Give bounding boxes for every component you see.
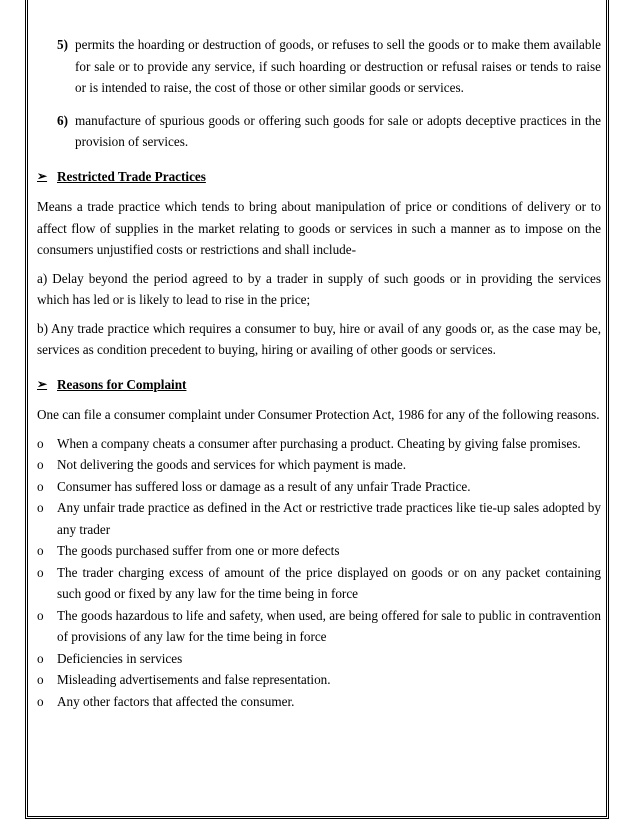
restricted-item-b: b) Any trade practice which requires a consumer to buy, hire or avail of any goods or, as the case may be, services as condition precedent to buying, hiring or availing of other goods or services. [37, 320, 601, 357]
list-item-text: The trader charging excess of amount of the price displayed on goods or on any packet containing such good or fixed by any law for the time being in force [57, 564, 601, 601]
circle-bullet-icon: o [37, 478, 44, 494]
arrow-bullet-icon: ➢ [37, 376, 48, 391]
list-item [37, 433, 601, 455]
list-item-text: Deficiencies in services [57, 650, 183, 666]
list-item [37, 691, 601, 713]
list-item [37, 454, 601, 476]
circle-bullet-icon: o [37, 693, 44, 709]
list-item [37, 648, 601, 670]
list-item-text: The goods purchased suffer from one or more defects [57, 543, 340, 558]
numbered-item-6 [57, 110, 601, 153]
list-item-text: When a company cheats a consumer after purchasing a product. Cheating by giving false promises. [57, 435, 581, 451]
circle-bullet-icon: o [37, 607, 44, 623]
circle-bullet-icon: o [37, 672, 44, 687]
list-item [37, 497, 601, 540]
list-item-text: Consumer has suffered loss or damage as a result of any unfair Trade Practice. [57, 478, 471, 494]
restricted-item-a: a) Delay beyond the period agreed to by a trader in supply of such goods or in providing the services which has led or is likely to lead to rise in the price; [37, 270, 601, 307]
list-item [37, 476, 601, 498]
circle-bullet-icon: o [37, 435, 44, 451]
list-item [37, 540, 601, 562]
list-item-text: The goods hazardous to life and safety, when used, are being offered for sale to public in contravention of provisions of any law for the time being in force [57, 607, 601, 644]
heading-text: Reasons for Complaint [57, 376, 187, 392]
list-item-text: Any unfair trade practice as defined in the Act or restrictive trade practices like tie-up sales adopted by any trader [57, 500, 601, 537]
circle-bullet-icon: o [37, 457, 44, 472]
item-number: 5) [57, 37, 68, 52]
circle-bullet-icon: o [37, 500, 44, 515]
item-text: permits the hoarding or destruction of goods, or refuses to sell the goods or to make them available for sale or to provide any service, if such hoarding or destruction or refusal raises or tends to raise or is intended to raise, the cost of those or other similar goods or services. [75, 37, 601, 95]
list-item-text: Not delivering the goods and services for which payment is made. [57, 457, 407, 472]
list-item [37, 669, 601, 691]
reasons-list [37, 433, 601, 713]
numbered-item-5 [57, 34, 601, 99]
restricted-definition: Means a trade practice which tends to bring about manipulation of price or conditions of delivery or to affect flow of supplies in the market relating to goods or services in such a manner as to impose on the consumers unjustified costs or restrictions and shall include- [37, 199, 601, 257]
item-number: 6) [57, 112, 68, 128]
document-body [37, 34, 601, 712]
circle-bullet-icon: o [37, 543, 44, 558]
list-item-text: Any other factors that affected the consumer. [57, 693, 295, 709]
circle-bullet-icon: o [37, 564, 44, 580]
heading-text: Restricted Trade Practices [57, 168, 206, 184]
list-item [37, 562, 601, 605]
reasons-heading [37, 374, 601, 396]
reasons-intro: One can file a consumer complaint under Consumer Protection Act, 1986 for any of the following reasons. [37, 407, 600, 422]
list-item-text: Misleading advertisements and false representation. [57, 672, 331, 687]
restricted-trade-heading [37, 166, 601, 188]
circle-bullet-icon: o [37, 650, 44, 666]
arrow-bullet-icon: ➢ [37, 168, 48, 183]
item-text: manufacture of spurious goods or offering such goods for sale or adopts deceptive practices in the provision of services. [75, 112, 601, 149]
list-item [37, 605, 601, 648]
